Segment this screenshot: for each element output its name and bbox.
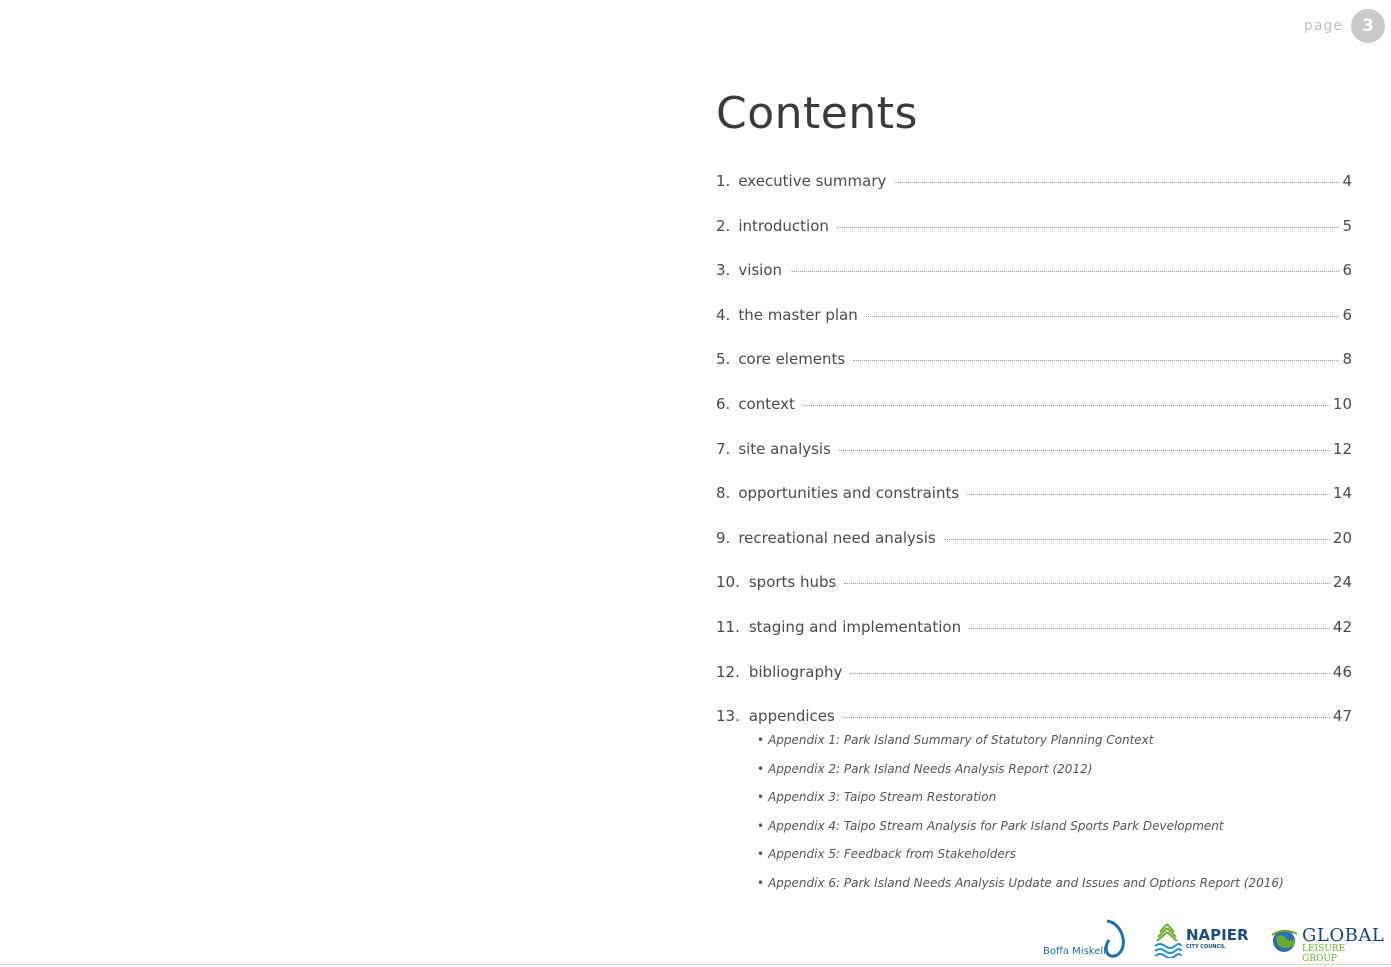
toc-leader-dots (866, 316, 1340, 317)
appendix-label: Appendix 3: Taipo Stream Restoration (768, 790, 997, 805)
appendix-label: Appendix 4: Taipo Stream Analysis for Park Island Sports Park Development (768, 818, 1224, 833)
appendix-label: Appendix 6: Park Island Needs Analysis Update and Issues and Options Report (2016) (768, 875, 1284, 890)
page-label: page (1304, 18, 1343, 34)
toc-number: 10. (716, 573, 740, 592)
toc-label: bibliography (748, 662, 843, 681)
toc-page-number: 20 (1332, 528, 1352, 547)
toc-page-number: 14 (1332, 484, 1352, 503)
global-logo-subtext: LEISURE GROUP (1302, 944, 1346, 964)
toc-label: site analysis (738, 439, 831, 458)
toc-leader-dots (944, 539, 1330, 540)
page-title: Contents (716, 88, 918, 139)
toc-row[interactable] (716, 395, 1352, 440)
toc-row[interactable] (716, 573, 1352, 618)
toc-number: 13. (716, 707, 740, 726)
toc-page-number: 12 (1332, 439, 1352, 458)
toc-leader-dots (839, 450, 1330, 451)
bullet-icon: • (757, 847, 765, 862)
footer-divider (0, 964, 1391, 965)
toc-label: core elements (738, 350, 846, 369)
toc-page-number: 47 (1332, 707, 1352, 726)
page-indicator (1304, 9, 1385, 43)
toc-row[interactable] (716, 172, 1352, 217)
toc-page-number: 6 (1342, 305, 1352, 324)
toc-row[interactable] (716, 440, 1352, 485)
toc-label: introduction (738, 216, 829, 235)
napier-logo-text: NAPIER (1186, 926, 1249, 944)
global-logo-text: GLOBAL (1302, 925, 1385, 946)
toc-leader-dots (969, 628, 1330, 629)
napier-wave-icon (1152, 922, 1182, 958)
toc-number: 8. (716, 484, 731, 503)
appendix-item[interactable] (757, 876, 1284, 905)
toc-number: 4. (716, 305, 731, 324)
toc-label: staging and implementation (748, 617, 962, 636)
appendix-item[interactable] (757, 762, 1284, 791)
toc-leader-dots (967, 494, 1330, 495)
appendix-label: Appendix 2: Park Island Needs Analysis Report (2012) (768, 761, 1093, 776)
toc-label: recreational need analysis (738, 528, 936, 547)
toc-leader-dots (837, 227, 1340, 228)
toc-row[interactable] (716, 618, 1352, 663)
toc-number: 6. (716, 394, 731, 413)
toc-number: 2. (716, 216, 731, 235)
napier-logo-subtext: CITY COUNCIL (1186, 944, 1226, 950)
appendix-item[interactable] (757, 790, 1284, 819)
toc-number: 7. (716, 439, 731, 458)
bullet-icon: • (757, 875, 765, 890)
toc-label: context (738, 394, 795, 413)
toc-page-number: 46 (1332, 662, 1352, 681)
toc-row[interactable] (716, 217, 1352, 262)
toc-label: vision (738, 261, 783, 280)
toc-number: 12. (716, 662, 740, 681)
appendix-item[interactable] (757, 847, 1284, 876)
toc-leader-dots (844, 583, 1330, 584)
boffa-miskell-logo (1043, 917, 1133, 961)
toc-leader-dots (894, 182, 1339, 183)
toc-page-number: 6 (1342, 261, 1352, 280)
toc-number: 3. (716, 261, 731, 280)
global-leisure-group-logo (1270, 922, 1385, 964)
toc-number: 5. (716, 350, 731, 369)
toc-leader-dots (843, 717, 1330, 718)
toc-row[interactable] (716, 261, 1352, 306)
toc-label: appendices (748, 707, 835, 726)
toc-number: 9. (716, 528, 731, 547)
toc-row[interactable] (716, 350, 1352, 395)
toc-page-number: 10 (1332, 394, 1352, 413)
bullet-icon: • (757, 733, 765, 747)
appendix-list (757, 733, 1284, 905)
toc-page-number: 8 (1342, 350, 1352, 369)
toc-label: the master plan (738, 305, 858, 324)
napier-city-council-logo (1152, 922, 1249, 960)
page-number-badge: 3 (1351, 9, 1385, 43)
toc-number: 11. (716, 617, 740, 636)
table-of-contents (716, 172, 1352, 752)
toc-leader-dots (790, 271, 1339, 272)
toc-page-number: 24 (1332, 573, 1352, 592)
toc-leader-dots (803, 405, 1330, 406)
toc-label: sports hubs (748, 573, 837, 592)
bullet-icon: • (757, 761, 765, 776)
toc-row[interactable] (716, 529, 1352, 574)
appendix-label: Appendix 1: Park Island Summary of Statutory Planning Context (768, 733, 1154, 747)
toc-row[interactable] (716, 306, 1352, 351)
bullet-icon: • (757, 790, 765, 805)
appendix-label: Appendix 5: Feedback from Stakeholders (768, 847, 1016, 862)
toc-number: 1. (716, 172, 731, 190)
toc-page-number: 5 (1342, 216, 1352, 235)
toc-page-number: 42 (1332, 617, 1352, 636)
appendix-item[interactable] (757, 733, 1284, 762)
toc-label: opportunities and constraints (738, 484, 960, 503)
globe-icon (1270, 925, 1298, 955)
toc-row[interactable] (716, 484, 1352, 529)
boffa-miskell-logo-text: Boffa Miskell (1043, 946, 1106, 957)
appendix-item[interactable] (757, 819, 1284, 848)
bullet-icon: • (757, 818, 765, 833)
toc-leader-dots (853, 360, 1339, 361)
toc-leader-dots (850, 673, 1330, 674)
toc-label: executive summary (738, 172, 887, 190)
toc-page-number: 4 (1342, 172, 1352, 190)
toc-row[interactable] (716, 663, 1352, 708)
